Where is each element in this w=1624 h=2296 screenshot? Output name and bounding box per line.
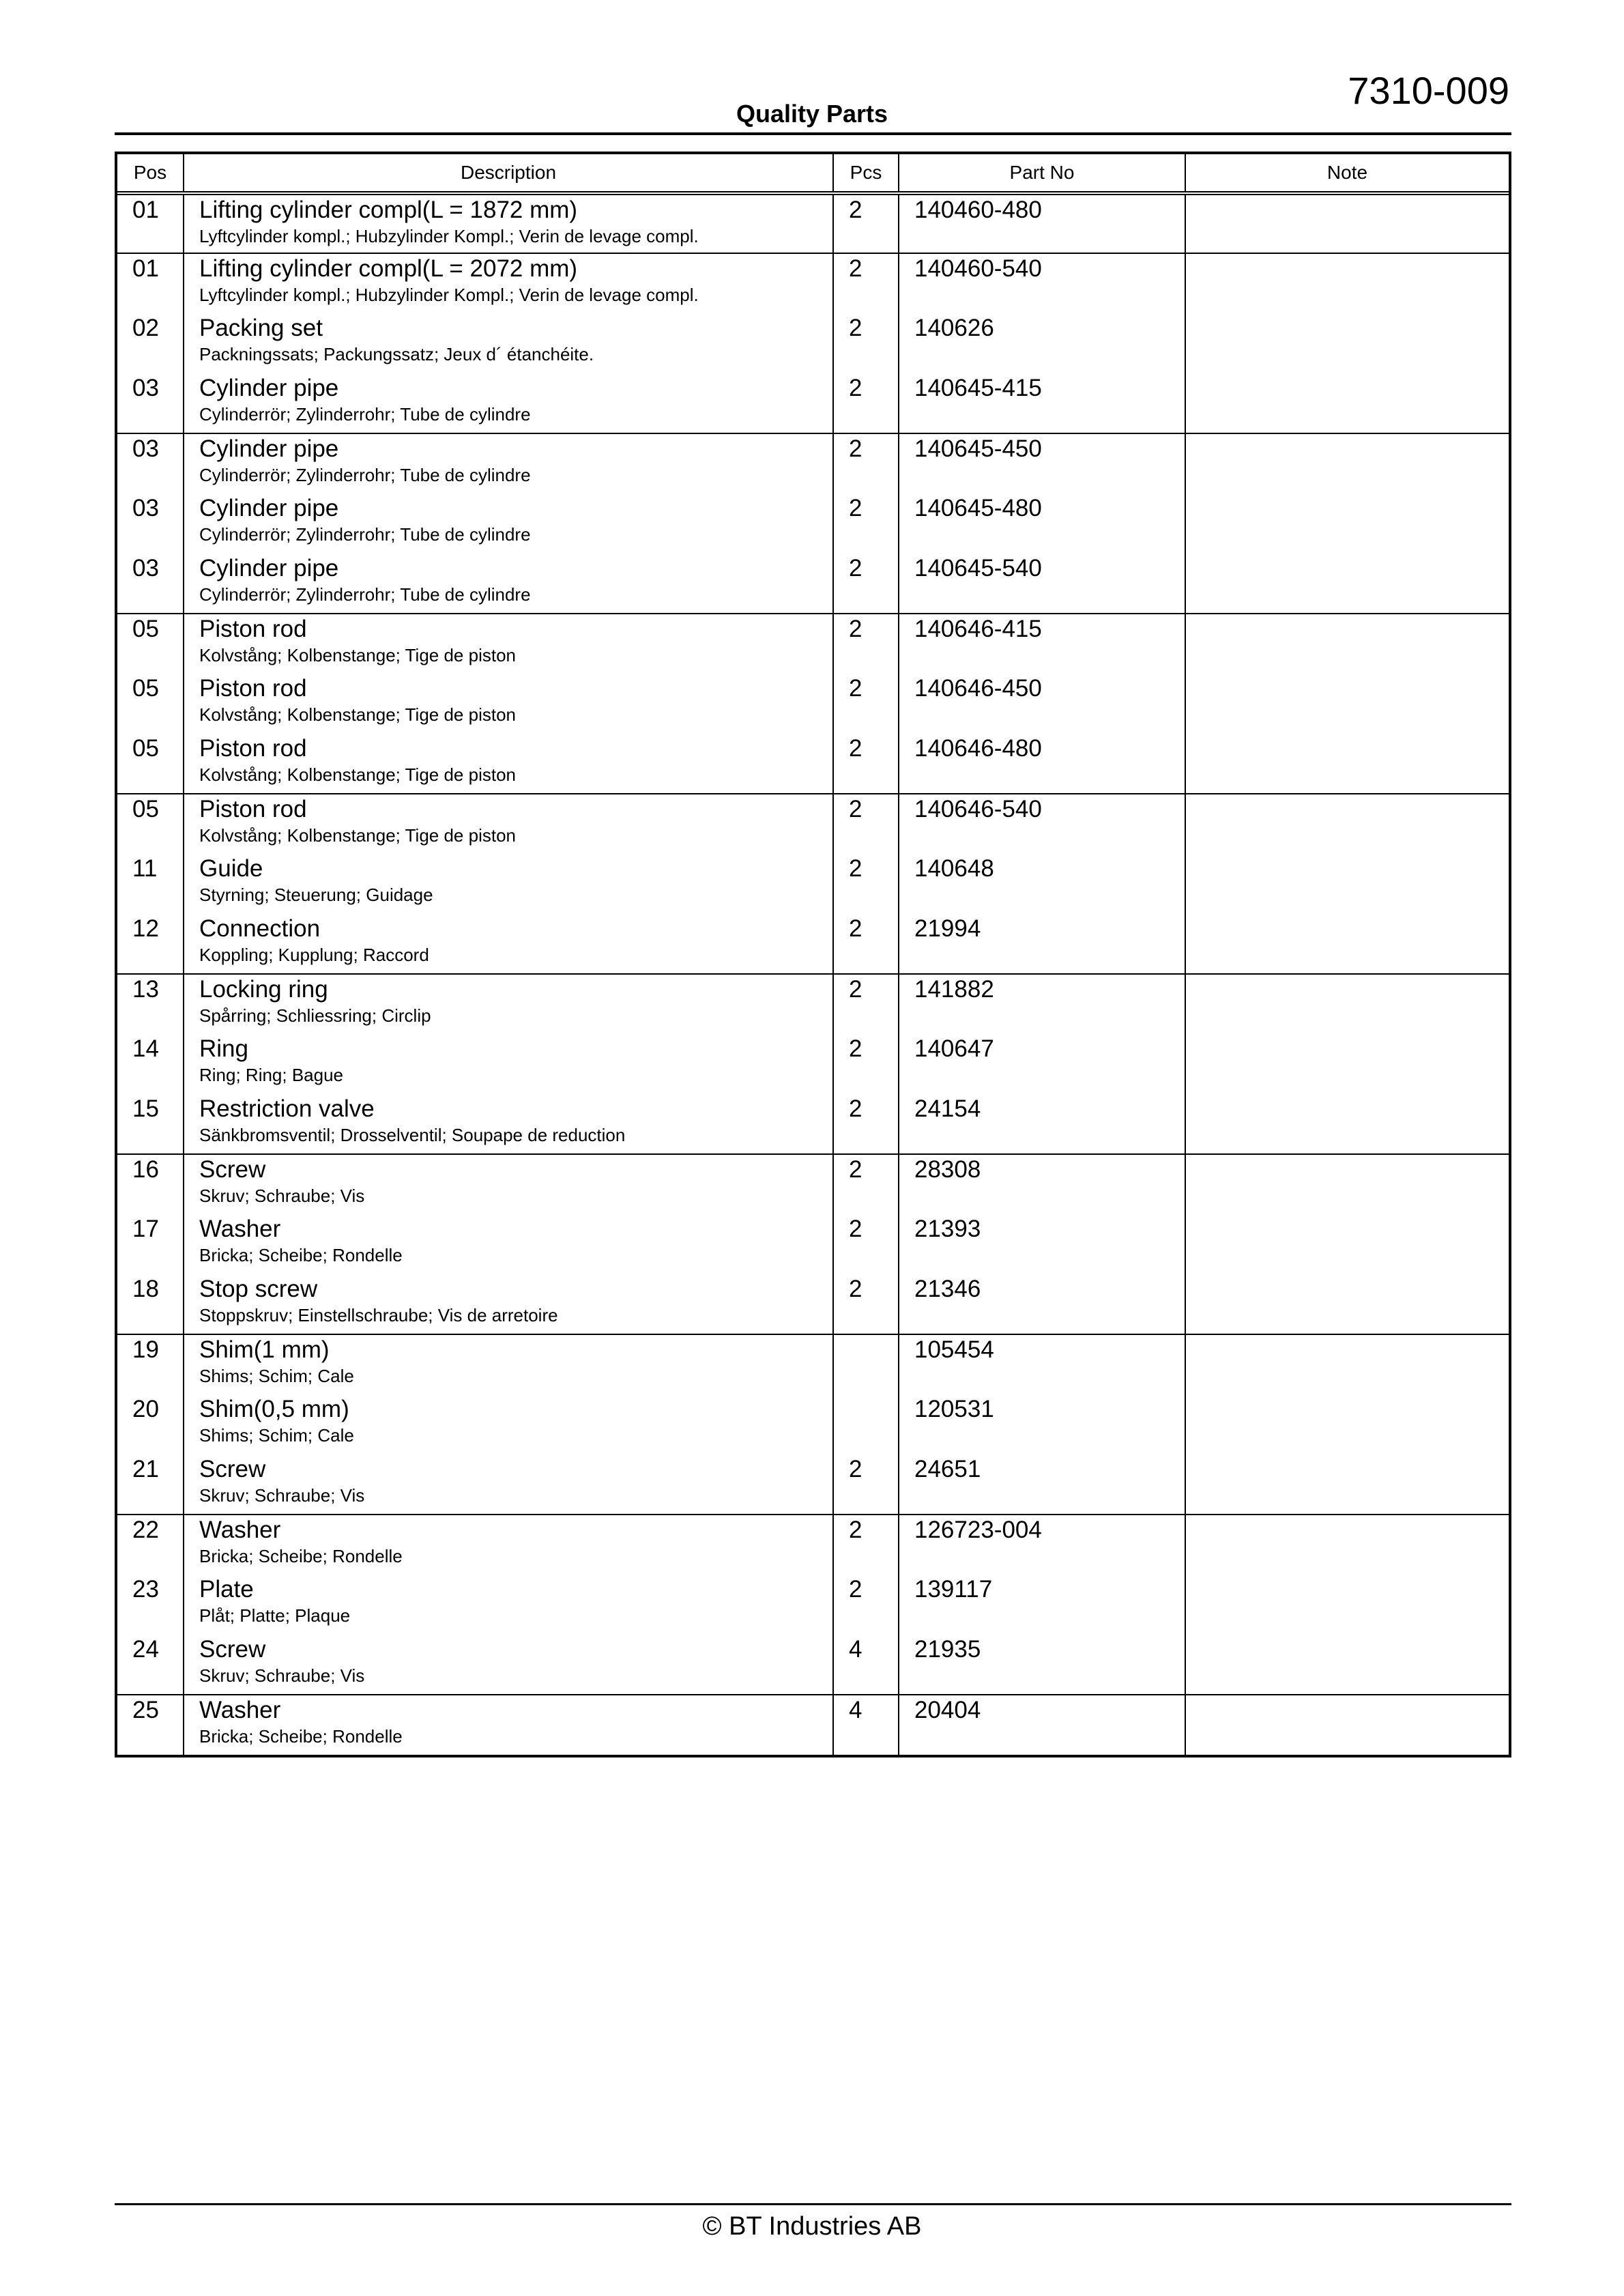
table-row — [117, 1034, 1509, 1094]
pos-cell: 15 — [117, 1094, 184, 1154]
pos-cell: 03 — [117, 554, 184, 614]
part-no-cell: 120531 — [899, 1394, 1185, 1454]
part-translations: Cylinderrör; Zylinderrohr; Tube de cylindre — [199, 404, 531, 425]
part-name: Screw — [199, 1456, 266, 1482]
pos-cell: 02 — [117, 313, 184, 373]
note-cell — [1185, 854, 1509, 914]
part-name: Cylinder pipe — [199, 555, 339, 582]
pcs-cell: 2 — [833, 1454, 899, 1515]
pos-cell: 25 — [117, 1695, 184, 1755]
pcs-cell: 2 — [833, 1034, 899, 1094]
note-cell — [1185, 1575, 1509, 1635]
table-row — [117, 974, 1509, 1034]
pcs-cell: 2 — [833, 313, 899, 373]
pcs-cell: 2 — [833, 1274, 899, 1334]
part-name: Washer — [199, 1697, 281, 1723]
pos-cell: 03 — [117, 433, 184, 493]
table-row — [117, 253, 1509, 313]
pcs-cell: 2 — [833, 734, 899, 794]
description-cell — [184, 794, 833, 854]
column-header-part-no: Part No — [899, 154, 1185, 193]
part-translations: Stoppskruv; Einstellschraube; Vis de arretoire — [199, 1305, 558, 1325]
pos-cell: 19 — [117, 1334, 184, 1394]
part-no-cell: 21935 — [899, 1635, 1185, 1695]
note-cell — [1185, 193, 1509, 253]
table-row — [117, 734, 1509, 794]
description-cell — [184, 1334, 833, 1394]
part-translations: Ring; Ring; Bague — [199, 1065, 344, 1085]
part-no-cell: 140645-480 — [899, 493, 1185, 554]
note-cell — [1185, 1214, 1509, 1274]
part-no-cell: 21346 — [899, 1274, 1185, 1334]
document-number: 7310-009 — [1348, 69, 1509, 112]
part-no-cell: 24651 — [899, 1454, 1185, 1515]
description-cell — [184, 1274, 833, 1334]
part-name: Cylinder pipe — [199, 435, 339, 462]
note-cell — [1185, 433, 1509, 493]
note-cell — [1185, 614, 1509, 674]
description-cell — [184, 734, 833, 794]
row-group — [117, 1695, 1509, 1755]
part-no-cell: 141882 — [899, 974, 1185, 1034]
row-group — [117, 1334, 1509, 1515]
note-cell — [1185, 1635, 1509, 1695]
row-group — [117, 1154, 1509, 1334]
header-divider — [115, 132, 1511, 135]
pcs-cell: 4 — [833, 1635, 899, 1695]
row-group — [117, 614, 1509, 794]
pos-cell: 13 — [117, 974, 184, 1034]
note-cell — [1185, 253, 1509, 313]
table-row — [117, 493, 1509, 554]
part-no-cell: 140460-540 — [899, 253, 1185, 313]
part-translations: Bricka; Scheibe; Rondelle — [199, 1245, 403, 1265]
note-cell — [1185, 1454, 1509, 1515]
table-row — [117, 1515, 1509, 1575]
table-row — [117, 1695, 1509, 1755]
pcs-cell: 2 — [833, 1094, 899, 1154]
part-name: Piston rod — [199, 796, 307, 822]
note-cell — [1185, 914, 1509, 974]
description-cell — [184, 554, 833, 614]
table-row — [117, 1394, 1509, 1454]
part-name: Plate — [199, 1576, 254, 1603]
part-no-cell: 140646-540 — [899, 794, 1185, 854]
part-translations: Lyftcylinder kompl.; Hubzylinder Kompl.; Verin de levage compl. — [199, 285, 699, 305]
pcs-cell — [833, 1334, 899, 1394]
column-header-note: Note — [1185, 154, 1509, 193]
table-header-row — [117, 154, 1509, 193]
note-cell — [1185, 373, 1509, 433]
part-no-cell: 140648 — [899, 854, 1185, 914]
part-no-cell: 105454 — [899, 1334, 1185, 1394]
description-cell — [184, 1394, 833, 1454]
note-cell — [1185, 1094, 1509, 1154]
column-header-pcs: Pcs — [833, 154, 899, 193]
part-no-cell: 140645-540 — [899, 554, 1185, 614]
description-cell — [184, 1034, 833, 1094]
part-translations: Kolvstång; Kolbenstange; Tige de piston — [199, 764, 516, 785]
note-cell — [1185, 1695, 1509, 1755]
description-cell — [184, 914, 833, 974]
part-name: Piston rod — [199, 735, 307, 762]
part-no-cell: 140646-415 — [899, 614, 1185, 674]
description-cell — [184, 1575, 833, 1635]
footer-copyright: © BT Industries AB — [702, 2212, 922, 2241]
description-cell — [184, 674, 833, 734]
note-cell — [1185, 974, 1509, 1034]
description-cell — [184, 433, 833, 493]
pos-cell: 24 — [117, 1635, 184, 1695]
pos-cell: 12 — [117, 914, 184, 974]
table-row — [117, 794, 1509, 854]
description-cell — [184, 493, 833, 554]
row-group — [117, 253, 1509, 433]
part-name: Washer — [199, 1216, 281, 1242]
part-no-cell: 139117 — [899, 1575, 1185, 1635]
table-row — [117, 1214, 1509, 1274]
description-cell — [184, 1515, 833, 1575]
table-row — [117, 1094, 1509, 1154]
pos-cell: 20 — [117, 1394, 184, 1454]
part-name: Shim(0,5 mm) — [199, 1396, 349, 1422]
part-translations: Skruv; Schraube; Vis — [199, 1665, 365, 1686]
description-cell — [184, 253, 833, 313]
part-translations: Plåt; Platte; Plaque — [199, 1605, 351, 1626]
part-name: Locking ring — [199, 976, 328, 1003]
row-group — [117, 193, 1509, 253]
part-translations: Kolvstång; Kolbenstange; Tige de piston — [199, 825, 516, 846]
pcs-cell: 2 — [833, 974, 899, 1034]
pcs-cell: 2 — [833, 1214, 899, 1274]
part-translations: Bricka; Scheibe; Rondelle — [199, 1726, 403, 1747]
table-row — [117, 1274, 1509, 1334]
note-cell — [1185, 1274, 1509, 1334]
table-row — [117, 373, 1509, 433]
part-translations: Skruv; Schraube; Vis — [199, 1485, 365, 1506]
pcs-cell: 2 — [833, 794, 899, 854]
description-cell — [184, 1695, 833, 1755]
part-translations: Cylinderrör; Zylinderrohr; Tube de cylindre — [199, 524, 531, 545]
part-no-cell: 140645-450 — [899, 433, 1185, 493]
part-translations: Cylinderrör; Zylinderrohr; Tube de cylindre — [199, 465, 531, 485]
part-name: Screw — [199, 1636, 266, 1663]
part-no-cell: 28308 — [899, 1154, 1185, 1214]
note-cell — [1185, 794, 1509, 854]
part-no-cell: 140460-480 — [899, 193, 1185, 253]
pos-cell: 14 — [117, 1034, 184, 1094]
part-name: Cylinder pipe — [199, 375, 339, 401]
part-translations: Bricka; Scheibe; Rondelle — [199, 1546, 403, 1566]
parts-table — [115, 152, 1511, 1757]
row-group — [117, 974, 1509, 1154]
description-cell — [184, 1154, 833, 1214]
part-no-cell: 21994 — [899, 914, 1185, 974]
description-cell — [184, 974, 833, 1034]
table-row — [117, 854, 1509, 914]
table-row — [117, 1635, 1509, 1695]
pos-cell: 01 — [117, 253, 184, 313]
pcs-cell: 2 — [833, 914, 899, 974]
part-translations: Kolvstång; Kolbenstange; Tige de piston — [199, 704, 516, 725]
page-title: Quality Parts — [736, 100, 888, 128]
part-translations: Koppling; Kupplung; Raccord — [199, 945, 429, 965]
part-name: Screw — [199, 1156, 266, 1183]
part-translations: Kolvstång; Kolbenstange; Tige de piston — [199, 645, 516, 665]
part-name: Guide — [199, 855, 263, 882]
part-translations: Packningssats; Packungssatz; Jeux d´ étanchéite. — [199, 344, 594, 364]
pos-cell: 05 — [117, 734, 184, 794]
pcs-cell: 4 — [833, 1695, 899, 1755]
note-cell — [1185, 1154, 1509, 1214]
description-cell — [184, 854, 833, 914]
pos-cell: 16 — [117, 1154, 184, 1214]
pos-cell: 17 — [117, 1214, 184, 1274]
pos-cell: 05 — [117, 614, 184, 674]
part-name: Restriction valve — [199, 1095, 375, 1122]
part-translations: Skruv; Schraube; Vis — [199, 1186, 365, 1206]
part-no-cell: 140647 — [899, 1034, 1185, 1094]
part-no-cell: 140646-480 — [899, 734, 1185, 794]
footer-divider — [115, 2203, 1511, 2205]
part-translations: Styrning; Steuerung; Guidage — [199, 885, 433, 905]
row-group — [117, 433, 1509, 614]
part-name: Packing set — [199, 315, 323, 341]
pos-cell: 05 — [117, 674, 184, 734]
table-row — [117, 914, 1509, 974]
pos-cell: 03 — [117, 373, 184, 433]
note-cell — [1185, 674, 1509, 734]
description-cell — [184, 193, 833, 253]
pos-cell: 21 — [117, 1454, 184, 1515]
part-translations: Sänkbromsventil; Drosselventil; Soupape de reduction — [199, 1125, 626, 1145]
part-name: Lifting cylinder compl(L = 2072 mm) — [199, 255, 578, 282]
note-cell — [1185, 1394, 1509, 1454]
pos-cell: 22 — [117, 1515, 184, 1575]
table-row — [117, 554, 1509, 614]
table-row — [117, 1575, 1509, 1635]
table-row — [117, 1334, 1509, 1394]
table-row — [117, 193, 1509, 253]
description-cell — [184, 1635, 833, 1695]
pcs-cell: 2 — [833, 193, 899, 253]
part-no-cell: 20404 — [899, 1695, 1185, 1755]
description-cell — [184, 614, 833, 674]
part-name: Ring — [199, 1035, 248, 1062]
column-header-description: Description — [184, 154, 833, 193]
pos-cell: 11 — [117, 854, 184, 914]
note-cell — [1185, 1515, 1509, 1575]
part-translations: Spårring; Schliessring; Circlip — [199, 1005, 431, 1026]
part-translations: Lyftcylinder kompl.; Hubzylinder Kompl.; Verin de levage compl. — [199, 226, 699, 246]
part-name: Stop screw — [199, 1276, 318, 1302]
part-translations: Shims; Schim; Cale — [199, 1425, 354, 1446]
part-no-cell: 140645-415 — [899, 373, 1185, 433]
description-cell — [184, 373, 833, 433]
pcs-cell: 2 — [833, 854, 899, 914]
part-no-cell: 24154 — [899, 1094, 1185, 1154]
part-translations: Cylinderrör; Zylinderrohr; Tube de cylindre — [199, 584, 531, 605]
pcs-cell — [833, 1394, 899, 1454]
pcs-cell: 2 — [833, 253, 899, 313]
note-cell — [1185, 493, 1509, 554]
table-row — [117, 674, 1509, 734]
pcs-cell: 2 — [833, 493, 899, 554]
pcs-cell: 2 — [833, 674, 899, 734]
description-cell — [184, 313, 833, 373]
part-no-cell: 140646-450 — [899, 674, 1185, 734]
note-cell — [1185, 313, 1509, 373]
pos-cell: 23 — [117, 1575, 184, 1635]
table-row — [117, 433, 1509, 493]
part-no-cell: 126723-004 — [899, 1515, 1185, 1575]
pcs-cell: 2 — [833, 433, 899, 493]
part-name: Piston rod — [199, 675, 307, 702]
part-no-cell: 140626 — [899, 313, 1185, 373]
description-cell — [184, 1454, 833, 1515]
part-name: Piston rod — [199, 616, 307, 642]
pos-cell: 03 — [117, 493, 184, 554]
row-group — [117, 794, 1509, 974]
pos-cell: 18 — [117, 1274, 184, 1334]
part-name: Washer — [199, 1517, 281, 1543]
description-cell — [184, 1214, 833, 1274]
pcs-cell: 2 — [833, 373, 899, 433]
table-row — [117, 1454, 1509, 1515]
pcs-cell: 2 — [833, 1575, 899, 1635]
part-name: Cylinder pipe — [199, 495, 339, 521]
part-name: Connection — [199, 915, 321, 942]
note-cell — [1185, 1334, 1509, 1394]
table-row — [117, 1154, 1509, 1214]
table-row — [117, 313, 1509, 373]
row-group — [117, 1515, 1509, 1695]
part-translations: Shims; Schim; Cale — [199, 1366, 354, 1386]
part-no-cell: 21393 — [899, 1214, 1185, 1274]
description-cell — [184, 1094, 833, 1154]
column-header-pos: Pos — [117, 154, 184, 193]
note-cell — [1185, 734, 1509, 794]
pcs-cell: 2 — [833, 1154, 899, 1214]
pcs-cell: 2 — [833, 614, 899, 674]
note-cell — [1185, 554, 1509, 614]
table-row — [117, 614, 1509, 674]
pcs-cell: 2 — [833, 554, 899, 614]
part-name: Lifting cylinder compl(L = 1872 mm) — [199, 197, 578, 223]
pos-cell: 01 — [117, 193, 184, 253]
pos-cell: 05 — [117, 794, 184, 854]
pcs-cell: 2 — [833, 1515, 899, 1575]
note-cell — [1185, 1034, 1509, 1094]
part-name: Shim(1 mm) — [199, 1336, 330, 1363]
